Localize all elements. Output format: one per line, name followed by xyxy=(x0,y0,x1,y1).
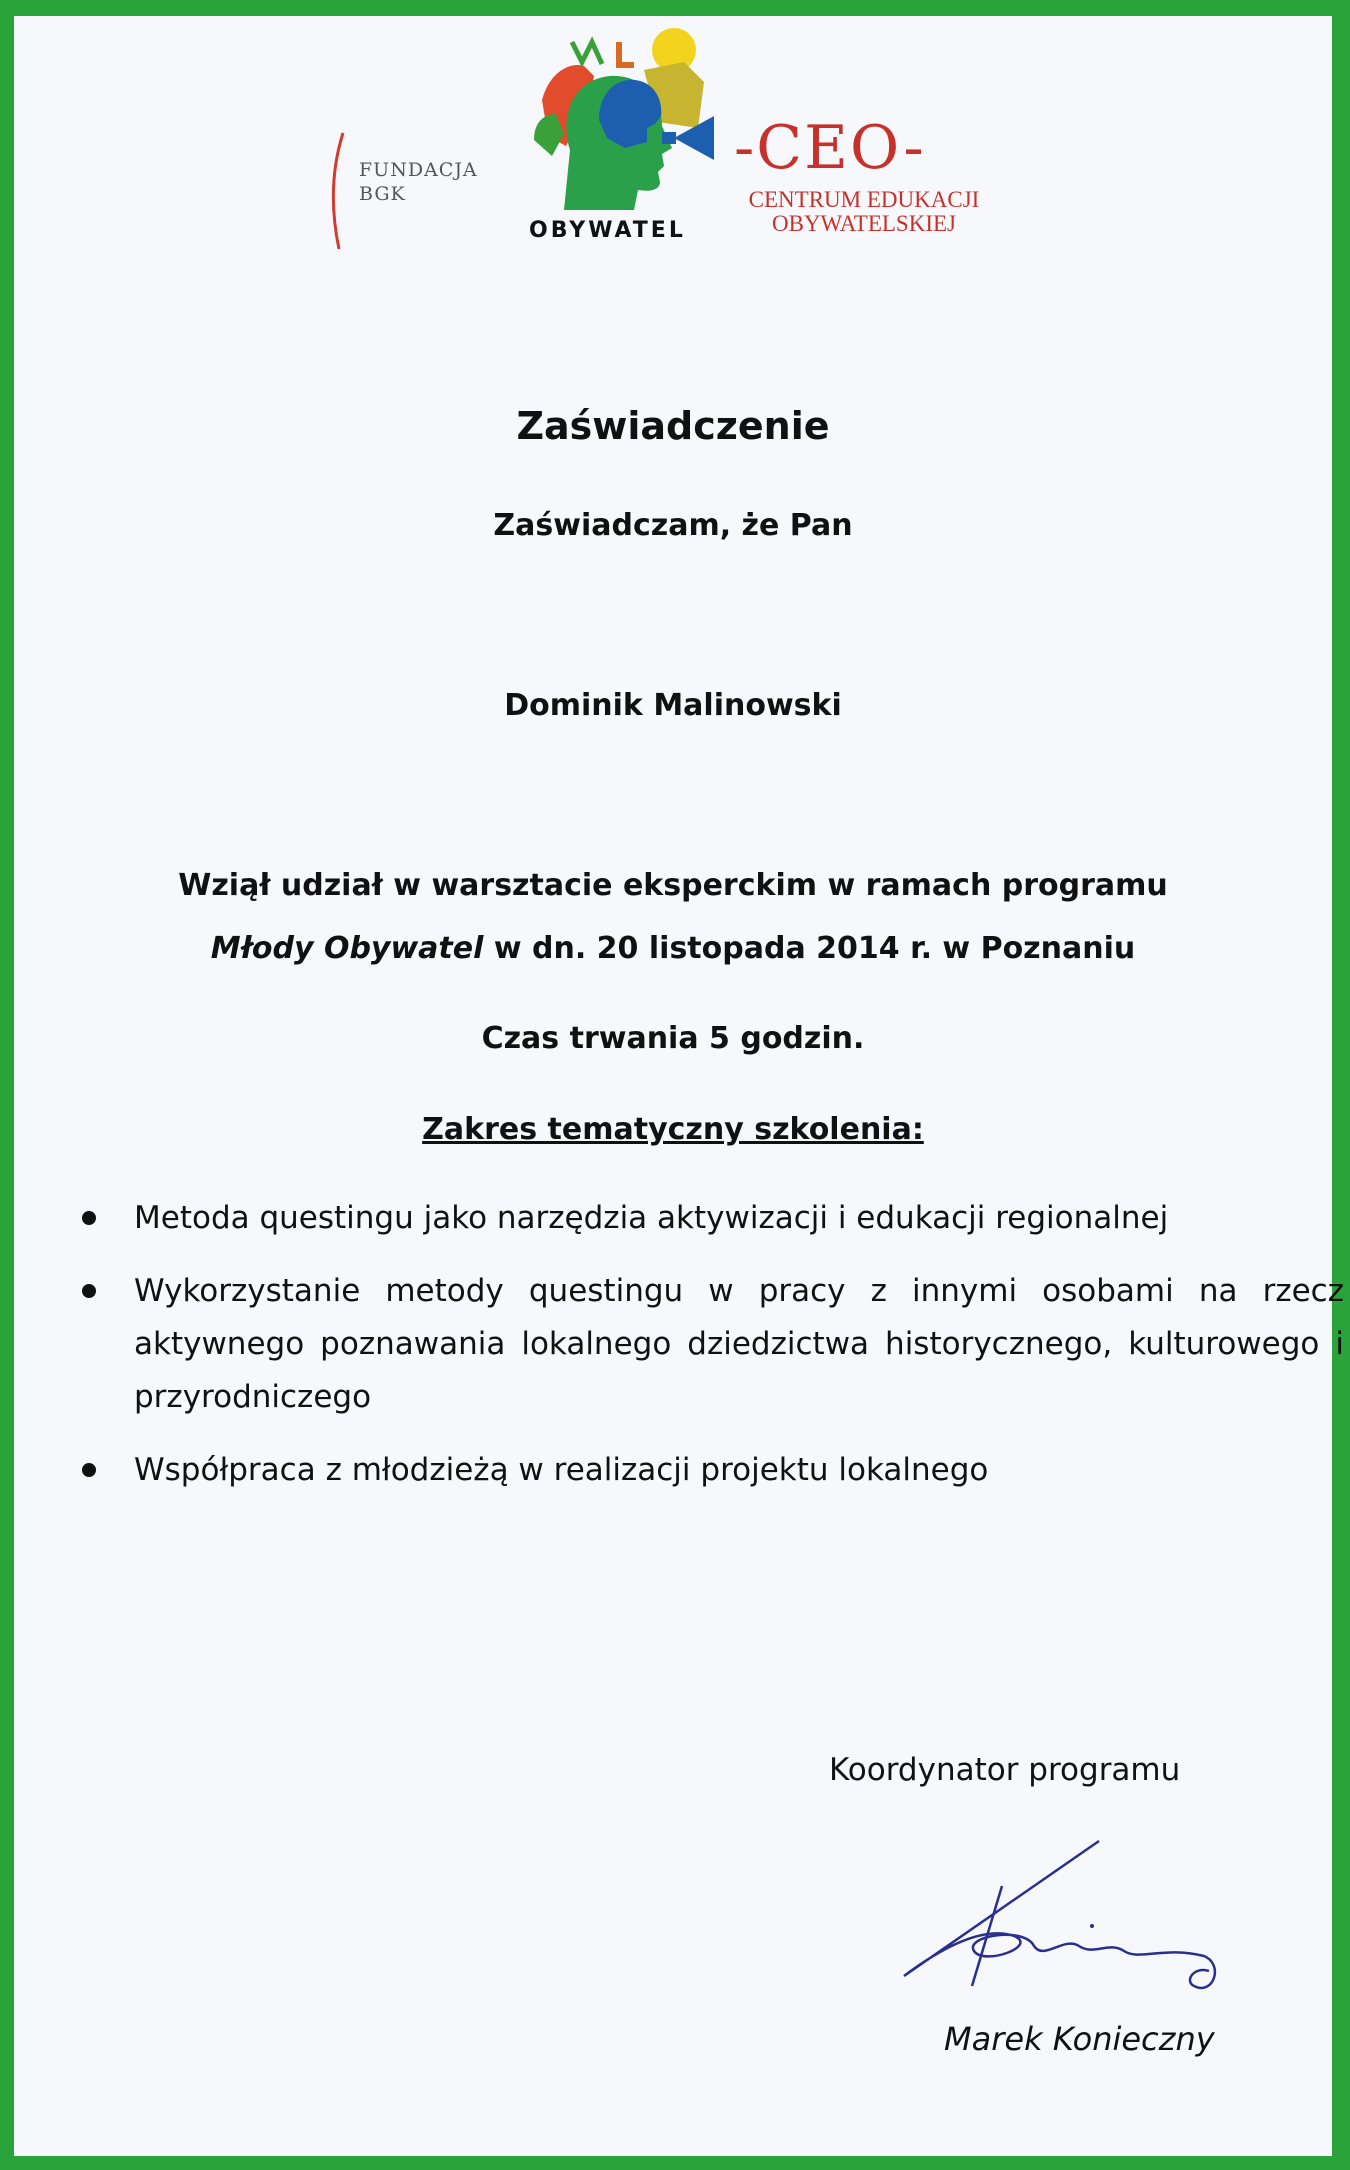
participation-line-1: Wziął udział w warsztacie eksperckim w ramach programu xyxy=(178,868,1168,903)
ceo-logo: -CEO- xyxy=(734,113,926,183)
ceo-subtitle-line2: OBYWATELSKIEJ xyxy=(772,211,956,236)
list-item xyxy=(74,1444,1344,1497)
fundacja-label: FUNDACJA xyxy=(359,159,478,181)
mlody-obywatel-logo xyxy=(524,20,734,220)
fundacja-bgk-logo-text xyxy=(359,158,478,206)
topic-text: Wykorzystanie metody questingu w pracy z innymi osobami na rzecz aktywnego poznawania lokalnego dziedzictwa historycznego, kulturowego i przyrodniczego xyxy=(134,1273,1344,1415)
bgk-label: BGK xyxy=(359,183,406,205)
bullet-icon xyxy=(82,1211,96,1225)
document-title: Zaświadczenie xyxy=(516,404,830,448)
duration-line: Czas trwania 5 godzin. xyxy=(481,1021,865,1056)
participation-line-2 xyxy=(14,931,1332,966)
signer-name: Marek Konieczny xyxy=(944,2020,1215,2058)
topics-heading: Zakres tematyczny szkolenia: xyxy=(422,1112,924,1147)
handwritten-signature xyxy=(864,1836,1264,2026)
topics-list xyxy=(74,1192,1344,1517)
coordinator-label: Koordynator programu xyxy=(829,1752,1181,1788)
certificate-page xyxy=(14,16,1344,2156)
bgk-arc-logo xyxy=(329,131,349,251)
ceo-logo-subtitle xyxy=(714,188,1014,236)
topic-text: Metoda questingu jako narzędzia aktywizacji i edukacji regionalnej xyxy=(134,1200,1169,1236)
bullet-icon xyxy=(82,1463,96,1477)
program-name: Młody Obywatel xyxy=(210,931,484,966)
bullet-icon xyxy=(82,1284,96,1298)
obywatel-logo-text: OBYWATEL xyxy=(529,218,686,243)
list-item xyxy=(74,1265,1344,1424)
recipient-name: Dominik Malinowski xyxy=(504,688,842,723)
list-item xyxy=(74,1192,1344,1245)
certification-intro: Zaświadczam, że Pan xyxy=(493,508,853,543)
date-location: w dn. 20 listopada 2014 r. w Poznaniu xyxy=(483,931,1136,966)
ceo-subtitle-line1: CENTRUM EDUKACJI xyxy=(748,187,980,212)
topic-text: Współpraca z młodzieżą w realizacji projektu lokalnego xyxy=(134,1452,989,1488)
